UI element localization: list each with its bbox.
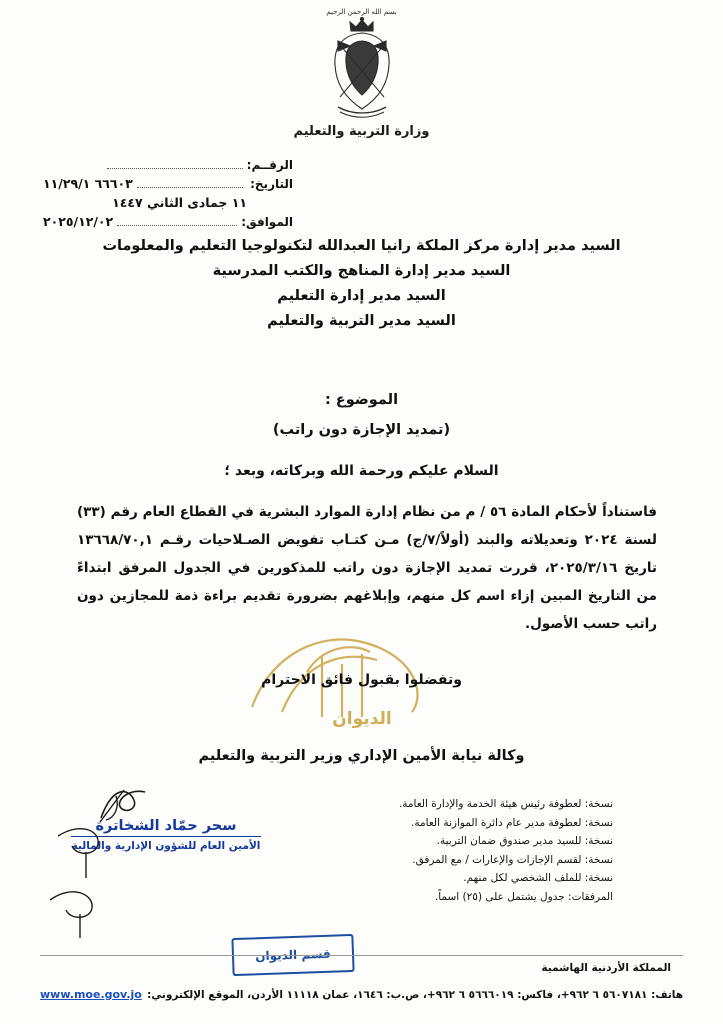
meta-value-date: ٦٦٦٠٣ ١١/٢٩/١ (43, 176, 133, 191)
body-paragraph (77, 498, 657, 638)
meta-value-hijri: ١١ جمادى الثاني ١٤٤٧ (112, 195, 247, 210)
jordan-coat-of-arms-icon (326, 17, 398, 122)
closing-line: وتفضلوا بقبول فائق الاحترام (261, 672, 462, 688)
meta-row-corresponding (43, 214, 293, 229)
meta-label-date: التاريخ: (250, 177, 293, 191)
addressee-list (0, 238, 723, 338)
stamp-name: سحر حمّاد الشخاترة (71, 818, 261, 837)
meta-row-date (43, 176, 293, 191)
diwan-stamp: قسم الديوان (231, 934, 354, 976)
addressee-1: السيد مدير إدارة مركز الملكة رانيا العبدالله لتكنولوجيا التعليم والمعلومات (102, 238, 621, 254)
dotted-leader (117, 224, 237, 226)
footer-contact-line (40, 988, 683, 1001)
cc-item: نسخة: لعطوفة رئيس هيئة الخدمة والإدارة العامة. (398, 798, 613, 810)
dotted-leader (137, 186, 243, 188)
addressee-3: السيد مدير إدارة التعليم (277, 288, 446, 304)
cc-attachments: المرفقات: جدول يشتمل على (٢٥) اسماً. (434, 890, 613, 903)
body-text: فاستناداً لأحكام المادة ٥٦ / م من نظام إدارة الموارد البشرية في القطاع العام رقم (٣٣) لسنة ٢٠٢٤ وتعديلاته والبند (أولاً/٧/ج) مـن كتـاب تفويض الصـلاحيات رقـم ١٣٦٦٨/٧٠,١ تاريخ ٢٠٢٥/٣/١٦، قررت تمديد الإجازة دون راتب للمذكورين في الجدول المرفق ابتداءً من التاريخ المبين إزاء اسم كل منهم، وإبلاغهم بضرورة تقديم براءة ذمة للمجازين دون راتب حسب الأصول. (77, 504, 657, 632)
dotted-leader (107, 167, 243, 169)
subject-label: الموضوع : (324, 392, 399, 408)
greeting-line: السلام عليكم ورحمة الله وبركاته، وبعد ؛ (224, 463, 499, 479)
signatory-title-line: وكالة نيابة الأمين الإداري وزير التربية والتعليم (198, 748, 525, 764)
stamp-title: الأمين العام للشؤون الإدارية والمالية (71, 840, 261, 852)
ministry-name: وزارة التربية والتعليم (293, 124, 430, 139)
document-header (0, 8, 723, 139)
watermark-text: الديوان (332, 709, 392, 729)
meta-row-hijri (43, 195, 293, 210)
cc-item: نسخة: لقسم الإجازات والإعارات / مع المرفق. (412, 853, 613, 866)
addressee-2: السيد مدير إدارة المناهج والكتب المدرسية (212, 263, 511, 279)
document-meta (43, 158, 293, 233)
cc-item: نسخة: للملف الشخصي لكل منهم. (463, 872, 613, 884)
footer-kingdom: المملكة الأردنية الهاشمية (541, 962, 671, 974)
cc-item: نسخة: للسيد مدير صندوق ضمان التربية. (436, 835, 613, 847)
footer-contact-text: هاتف: ٥٦٠٧١٨١ ٦ ٩٦٢+، فاكس: ٥٦٦٦٠١٩ ٦ ٩٦٢+، ص.ب: ١٦٤٦، عمان ١١١١٨ الأردن، الموقع الإلكتروني: (147, 988, 683, 1001)
handwritten-note (28, 782, 148, 952)
bismillah-text: بسم الله الرحمن الرحيم (326, 8, 397, 16)
meta-row-number (43, 158, 293, 172)
cc-item: نسخة: لعطوفة مدير عام دائرة الموازنة العامة. (411, 816, 613, 829)
meta-value-corresponding: ٢٠٢٥/١٢/٠٢ (43, 214, 114, 229)
meta-label-corresponding: الموافق: (241, 215, 293, 229)
meta-label-number: الرقــم: (246, 158, 293, 172)
subject-value: (تمديد الإجازة دون راتب) (272, 422, 451, 438)
footer-divider (40, 955, 683, 956)
addressee-4: السيد مدير التربية والتعليم (267, 313, 456, 329)
subject-block (0, 392, 723, 438)
footer-website-link[interactable]: www.moe.gov.jo (40, 988, 142, 1001)
cc-list (283, 795, 613, 906)
